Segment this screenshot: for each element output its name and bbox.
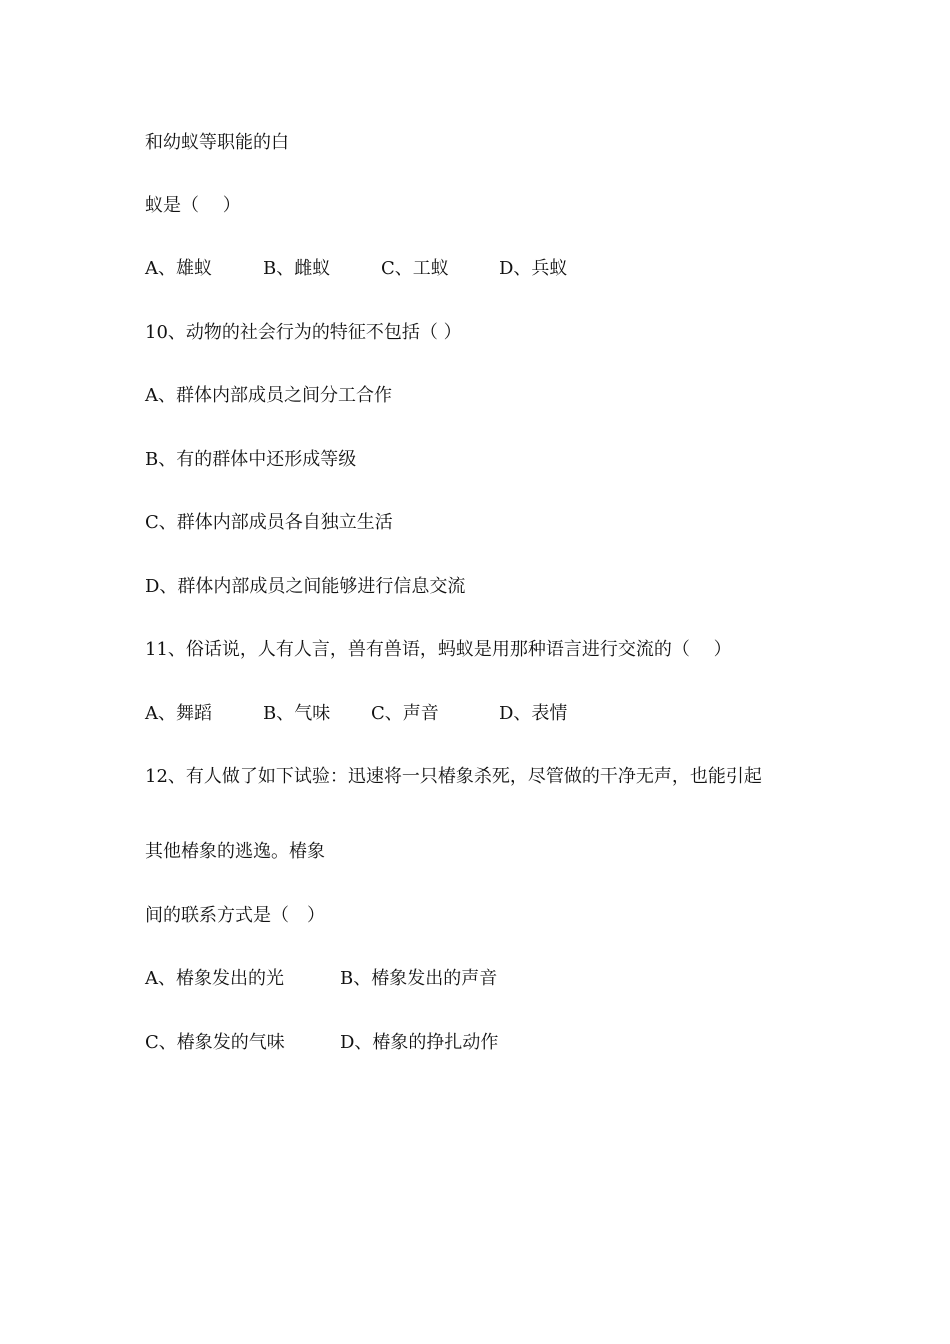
q12-option-a: A、椿象发出的光: [145, 968, 284, 989]
q9-option-b: B、雌蚁: [263, 258, 331, 279]
q10-stem: 10、动物的社会行为的特征不包括（ ）: [145, 322, 462, 343]
q12-option-c: C、椿象发的气味: [145, 1032, 285, 1053]
q10-option-c: C、群体内部成员各自独立生活: [145, 512, 393, 533]
q12-stem-line-2: 其他椿象的逃逸。椿象: [145, 841, 325, 862]
q9-stem-line-2: 蚁是（ ）: [145, 195, 241, 216]
q9-option-c: C、工蚁: [381, 258, 449, 279]
q11-option-c: C、声音: [371, 703, 439, 724]
q9-option-a: A、雄蚁: [145, 258, 212, 279]
q11-stem: 11、俗话说，人有人言，兽有兽语，蚂蚁是用那种语言进行交流的（ ）: [145, 639, 732, 660]
q12-option-d: D、椿象的挣扎动作: [340, 1032, 499, 1053]
q11-option-b: B、气味: [263, 703, 331, 724]
q11-option-d: D、表情: [499, 703, 568, 724]
q12-stem-line-3: 间的联系方式是（ ）: [145, 905, 325, 926]
q11-option-a: A、舞蹈: [145, 703, 212, 724]
q10-option-d: D、群体内部成员之间能够进行信息交流: [145, 576, 466, 597]
q10-option-b: B、有的群体中还形成等级: [145, 449, 357, 470]
q9-stem-line-1: 和幼蚁等职能的白: [145, 132, 289, 153]
q10-option-a: A、群体内部成员之间分工合作: [145, 385, 392, 406]
q12-stem-line-1: 12、有人做了如下试验：迅速将一只椿象杀死，尽管做的干净无声，也能引起: [145, 766, 762, 787]
q9-option-d: D、兵蚁: [499, 258, 568, 279]
q12-option-b: B、椿象发出的声音: [340, 968, 498, 989]
